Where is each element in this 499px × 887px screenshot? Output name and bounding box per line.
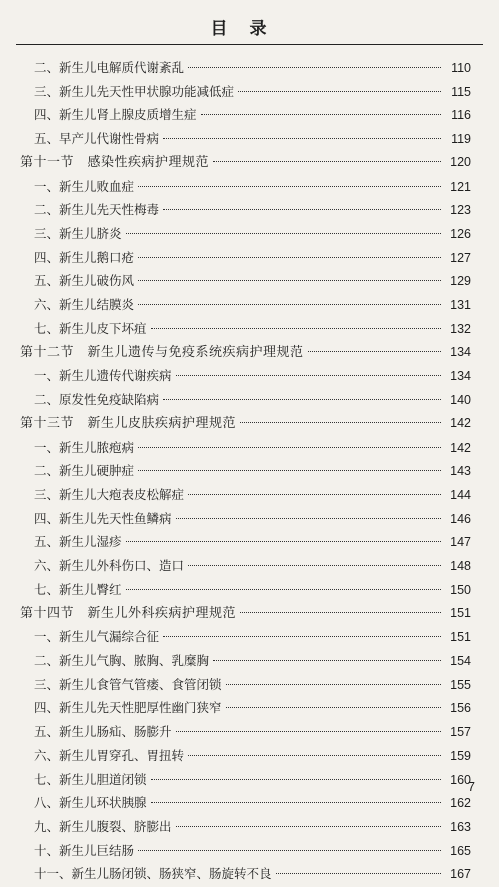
toc-item[interactable]: [34, 696, 471, 720]
toc-entry-page-number: 157: [450, 725, 471, 740]
toc-item[interactable]: [34, 198, 471, 222]
toc-entry-page-number: 132: [450, 321, 471, 336]
dot-leader: [176, 730, 441, 732]
toc-entry-label: 二、原发性免疫缺陷病: [34, 392, 160, 408]
header-rule: [16, 44, 483, 45]
toc-entry-label: 五、新生儿湿疹: [34, 534, 122, 550]
toc-item[interactable]: [34, 839, 471, 863]
toc-entry-page-number: 140: [450, 393, 471, 408]
toc-entry-label: 七、新生儿胆道闭锁: [34, 771, 147, 787]
page-title: 目录: [210, 19, 289, 39]
toc-entry-label: 六、新生儿结膜炎: [34, 297, 135, 313]
dot-leader: [308, 350, 441, 352]
dot-leader: [138, 446, 441, 448]
toc-section-heading[interactable]: [20, 412, 471, 436]
dot-leader: [138, 256, 441, 258]
toc-entry-label: 三、新生儿大疱表皮松解症: [34, 486, 185, 502]
toc-item[interactable]: [34, 815, 471, 839]
toc-entry-label: 二、新生儿气胸、脓胸、乳糜胸: [34, 652, 210, 668]
toc-entry-label: 四、新生儿肾上腺皮质增生症: [34, 107, 197, 123]
toc-entry-label: 三、新生儿脐炎: [34, 226, 122, 242]
toc-entry-label: 一、新生儿脓疱病: [34, 439, 135, 455]
dot-leader: [138, 469, 441, 471]
toc-entry-page-number: 134: [450, 344, 471, 359]
toc-entry-label: 四、新生儿先天性鱼鳞病: [34, 510, 172, 526]
toc-entry-page-number: 151: [450, 605, 471, 620]
toc-entry-page-number: 167: [450, 867, 471, 882]
toc-entry-label: 一、新生儿气漏综合征: [34, 629, 160, 645]
toc-entry-label: 第十一节 感染性疾病护理规范: [20, 154, 210, 170]
toc-entry-label: 五、早产儿代谢性骨病: [34, 131, 160, 147]
toc-entry-page-number: 165: [450, 843, 471, 858]
dot-leader: [151, 778, 441, 780]
toc-entry-page-number: 159: [450, 748, 471, 763]
toc-entry-label: 第十四节 新生儿外科疾病护理规范: [20, 605, 237, 621]
toc-item[interactable]: [34, 175, 471, 199]
toc-item[interactable]: [34, 554, 471, 578]
toc-item[interactable]: [34, 293, 471, 317]
toc-entry-label: 三、新生儿先天性甲状腺功能减低症: [34, 83, 235, 99]
toc-entry-page-number: 142: [450, 440, 471, 455]
page-number: 7: [467, 779, 475, 794]
dot-leader: [213, 659, 441, 661]
dot-leader: [138, 849, 441, 851]
toc-entry-label: 七、新生儿臀红: [34, 581, 122, 597]
dot-leader: [138, 279, 441, 281]
dot-leader: [188, 754, 441, 756]
toc-item[interactable]: [34, 364, 471, 388]
toc-entry-page-number: 121: [450, 179, 471, 194]
dot-leader: [163, 635, 441, 637]
dot-leader: [240, 611, 441, 613]
toc-section-heading[interactable]: [20, 341, 471, 365]
toc-item[interactable]: [34, 317, 471, 341]
toc-entry-page-number: 120: [450, 154, 471, 169]
toc-entry-page-number: 162: [450, 796, 471, 811]
dot-leader: [151, 327, 441, 329]
toc-entry-label: 十、新生儿巨结肠: [34, 842, 135, 858]
toc-item[interactable]: [34, 530, 471, 554]
toc-entry-page-number: 115: [451, 84, 471, 99]
toc-entry-page-number: 131: [450, 298, 471, 313]
toc-item[interactable]: [34, 862, 471, 886]
toc-entry-page-number: 119: [451, 132, 471, 147]
dot-leader: [176, 825, 441, 827]
toc-item[interactable]: [34, 388, 471, 412]
toc-entry-page-number: 160: [450, 772, 471, 787]
toc-list: [20, 56, 471, 886]
toc-item[interactable]: [34, 222, 471, 246]
toc-entry-label: 一、新生儿败血症: [34, 178, 135, 194]
toc-entry-page-number: 147: [450, 535, 471, 550]
toc-entry-page-number: 143: [450, 464, 471, 479]
toc-entry-label: 八、新生儿环状胰腺: [34, 795, 147, 811]
toc-entry-page-number: 110: [451, 61, 471, 75]
toc-entry-label: 一、新生儿遗传代谢疾病: [34, 368, 172, 384]
dot-leader: [151, 801, 441, 803]
dot-leader: [240, 421, 441, 423]
toc-item[interactable]: [34, 103, 471, 127]
toc-item[interactable]: [34, 720, 471, 744]
toc-entry-label: 三、新生儿食管气管瘘、食管闭锁: [34, 676, 222, 692]
toc-item[interactable]: [34, 246, 471, 270]
toc-item[interactable]: [34, 269, 471, 293]
toc-section-heading[interactable]: [20, 151, 471, 175]
dot-leader: [126, 232, 441, 234]
dot-leader: [163, 398, 441, 400]
toc-entry-page-number: 134: [450, 369, 471, 384]
toc-entry-label: 五、新生儿肠疝、肠膨升: [34, 724, 172, 740]
dot-leader: [176, 517, 441, 519]
toc-item[interactable]: [34, 483, 471, 507]
toc-entry-page-number: 163: [450, 820, 471, 834]
dot-leader: [226, 706, 441, 708]
toc-entry-page-number: 126: [450, 227, 471, 242]
toc-entry-label: 四、新生儿先天性肥厚性幽门狭窄: [34, 700, 222, 716]
toc-entry-label: 六、新生儿外科伤口、造口: [34, 558, 185, 574]
toc-entry-label: 六、新生儿胃穿孔、胃扭转: [34, 747, 185, 763]
dot-leader: [126, 540, 441, 542]
toc-entry-page-number: 151: [450, 630, 471, 645]
dot-leader: [188, 564, 441, 566]
toc-entry-label: 十一、新生儿肠闭锁、肠狭窄、肠旋转不良: [34, 866, 272, 882]
toc-item[interactable]: [34, 507, 471, 531]
toc-entry-label: 五、新生儿破伤风: [34, 273, 135, 289]
dot-leader: [238, 90, 441, 92]
toc-entry-label: 九、新生儿腹裂、脐膨出: [34, 819, 172, 834]
toc-item[interactable]: [34, 436, 471, 460]
toc-item[interactable]: [34, 673, 471, 697]
dot-leader: [176, 374, 441, 376]
dot-leader: [213, 160, 441, 162]
toc-entry-page-number: 146: [450, 511, 471, 526]
toc-entry-page-number: 156: [450, 701, 471, 716]
toc-item[interactable]: [34, 127, 471, 151]
dot-leader: [138, 185, 441, 187]
toc-entry-page-number: 127: [450, 250, 471, 265]
toc-entry-page-number: 116: [451, 108, 471, 123]
dot-leader: [276, 872, 441, 874]
toc-entry-page-number: 150: [450, 582, 471, 597]
toc-entry-label: 第十三节 新生儿皮肤疾病护理规范: [20, 415, 237, 431]
toc-entry-page-number: 155: [450, 677, 471, 692]
toc-item[interactable]: [34, 625, 471, 649]
dot-leader: [126, 588, 441, 590]
toc-item[interactable]: [34, 791, 471, 815]
toc-item[interactable]: [34, 744, 471, 768]
dot-leader: [163, 137, 441, 139]
dot-leader: [138, 303, 441, 305]
dot-leader: [201, 113, 441, 115]
toc-entry-label: 四、新生儿鹅口疮: [34, 249, 135, 265]
dot-leader: [188, 66, 441, 68]
toc-entry-page-number: 129: [450, 274, 471, 289]
dot-leader: [188, 493, 441, 495]
toc-entry-page-number: 123: [450, 203, 471, 218]
toc-item[interactable]: [34, 56, 471, 80]
toc-entry-page-number: 154: [450, 653, 471, 668]
toc-item[interactable]: [34, 459, 471, 483]
toc-item[interactable]: [34, 578, 471, 602]
toc-entry-label: 二、新生儿电解质代谢紊乱: [34, 60, 185, 75]
toc-entry-label: 二、新生儿先天性梅毒: [34, 202, 160, 218]
toc-entry-page-number: 142: [450, 415, 471, 430]
toc-item[interactable]: [34, 768, 471, 792]
toc-section-heading[interactable]: [20, 602, 471, 626]
toc-entry-label: 七、新生儿皮下坏疽: [34, 320, 147, 336]
toc-entry-page-number: 148: [450, 559, 471, 574]
dot-leader: [226, 683, 441, 685]
toc-entry-page-number: 144: [450, 487, 471, 502]
toc-entry-label: 第十二节 新生儿遗传与免疫系统疾病护理规范: [20, 344, 304, 360]
toc-entry-label: 二、新生儿硬肿症: [34, 463, 135, 479]
toc-item[interactable]: [34, 80, 471, 104]
toc-item[interactable]: [34, 649, 471, 673]
dot-leader: [163, 208, 441, 210]
